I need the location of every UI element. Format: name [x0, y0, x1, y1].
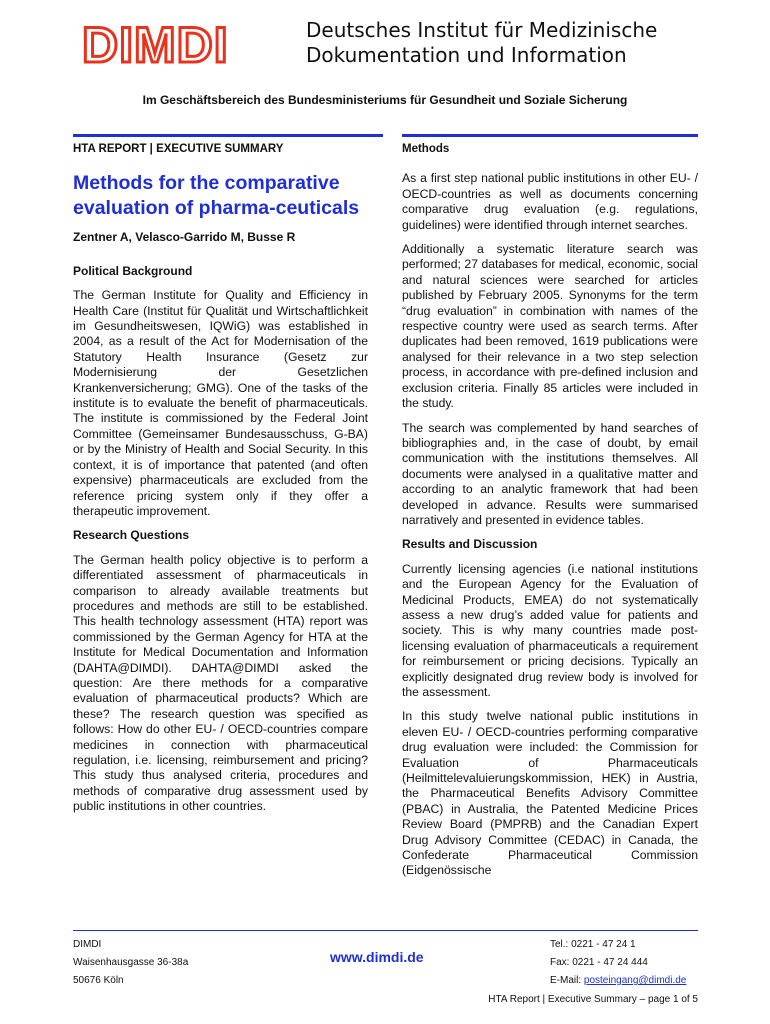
footer-fax: Fax: 0221 - 47 24 444: [550, 957, 648, 968]
svg-text:DIMDI: DIMDI: [82, 22, 229, 68]
results-paragraph-2: In this study twelve national public institutions in eleven EU- / OECD-countries performing comparative drug evaluation were included: the Commission for Evaluation of Pharmaceuticals (Heilmittelevaluierungskommission, HEK) in Austria, the Pharmaceutical Benefits Advisory Committee (PBAC) in Australia, the Patented Medicine Prices Review Board (PMPRB) and the Canadian Expert Drug Advisory Committee (CEDAC) in Canada, the Confederate Pharmaceutical Commission (Eidgenössische: [402, 709, 698, 878]
research-text: The German health policy objective is to perform a differentiated assessment of pharmaceuticals in comparison to already available treatments but procedures and methods are still to be established. This health technology assessment (HTA) report was commissioned by the German Agency for HTA at the Institute for Medical Documentation and Information (DAHTA@DIMDI). DAHTA@DIMDI asked the question: Are there methods for a comparative evaluation of pharmaceutical products? Which are these? The research question was specified as follows: How do other EU- / OECD-countries compare medicines in connection with pharmaceutical regulation, i.e. licensing, reimbursement and pricing? This study thus analysed criteria, procedures and methods of comparative drug assessment used by public institutions in other countries.: [73, 552, 368, 814]
results-heading: Results and Discussion: [402, 537, 538, 552]
page-number: HTA Report | Executive Summary – page 1 of 5: [488, 994, 698, 1005]
page-header: [0, 0, 770, 90]
footer-address: [73, 936, 188, 990]
footer-tel: Tel.: 0221 - 47 24 1: [550, 939, 636, 950]
footer-email-label: E-Mail:: [550, 975, 584, 986]
footer-city: 50676 Köln: [73, 975, 124, 986]
footer-contact: [550, 936, 686, 990]
report-label: HTA REPORT | EXECUTIVE SUMMARY: [73, 143, 284, 155]
methods-paragraph-3: The search was complemented by hand searches of bibliographies and, in the case of doubt, by email communication with the institutions themselves. All documents were analysed in a qualitative matter and according to an analytic framework that had been developed in advance. Results were summarised narratively and presented in evidence tables.: [402, 420, 698, 527]
methods-heading: Methods: [402, 143, 450, 155]
political-text: The German Institute for Quality and Efficiency in Health Care (Institut für Qualität und Wirtschaftlichkeit im Gesundheitswesen, IQWiG) was established in 2004, as a result of the Act for Modernisation of the Statutory Health Insurance (Gesetz zur Modernisierung der Gesetzlichen Krankenversicherung; GMG). One of the tasks of the institute is to evaluate the benefit of pharmaceuticals. The institute is commissioned by the Federal Joint Committee (Gemeinsamer Bundesausschuss, G-BA) or by the Ministry of Health and Social Security. In this context, it is of importance that patented (and often expensive) pharmaceuticals are excluded from the reference pricing system only if they offer a therapeutic improvement.: [73, 288, 368, 518]
footer-email-line: [550, 972, 686, 990]
institute-name: [306, 18, 657, 68]
dimdi-logo: [82, 22, 287, 68]
research-heading: Research Questions: [73, 528, 190, 543]
right-rule: [402, 134, 698, 137]
footer-email-link[interactable]: posteingang@dimdi.de: [583, 975, 687, 986]
footer-website-link[interactable]: www.dimdi.de: [330, 949, 424, 965]
methods-paragraph-2: Additionally a systematic literature search was performed; 27 databases for medical, economic, social and natural sciences were searched for articles published by February 2005. Synonyms for the term “drug evaluation” in combination with names of the respective country were used as search terms. After duplicates had been removed, 1619 publications were analysed for their relevance in a two step selection process, in accordance with pre-defined inclusion and exclusion criteria. Finally 85 articles were included in the study.: [402, 242, 698, 411]
results-paragraph-1: Currently licensing agencies (i.e national institutions and the European Agency for the Evaluation of Medicinal Products, EMEA) do not systematically assess a new drug’s added value for patients and society. This is why many countries made post-licensing evaluation of pharmaceuticals a requirement for reimbursement or pricing decisions. Typically an explicitly designated drug review body is involved for the assessment.: [402, 561, 698, 699]
ministry-line: Im Geschäftsbereich des Bundesministeriums für Gesundheit und Soziale Sicherung: [142, 93, 628, 107]
footer-street: Waisenhausgasse 36-38a: [73, 957, 189, 968]
methods-paragraph-1: As a first step national public institutions in other EU- / OECD-countries as well as documents concerning comparative drug evaluation (e.g. regulations, guidelines) were identified through internet searches.: [402, 171, 698, 232]
political-heading: Political Background: [73, 263, 193, 278]
institute-line-1: Deutsches Institut für Medizinische: [306, 18, 658, 42]
right-column: [402, 142, 698, 888]
institute-line-2: Dokumentation und Information: [306, 43, 627, 67]
authors: Zentner A, Velasco-Garrido M, Busse R: [73, 230, 296, 245]
report-title: Methods for the comparative evaluation of pharma-ceuticals: [73, 172, 360, 219]
left-column: [73, 142, 368, 824]
left-rule: [73, 134, 383, 137]
footer-rule: [73, 930, 698, 931]
footer-org: DIMDI: [73, 939, 102, 950]
